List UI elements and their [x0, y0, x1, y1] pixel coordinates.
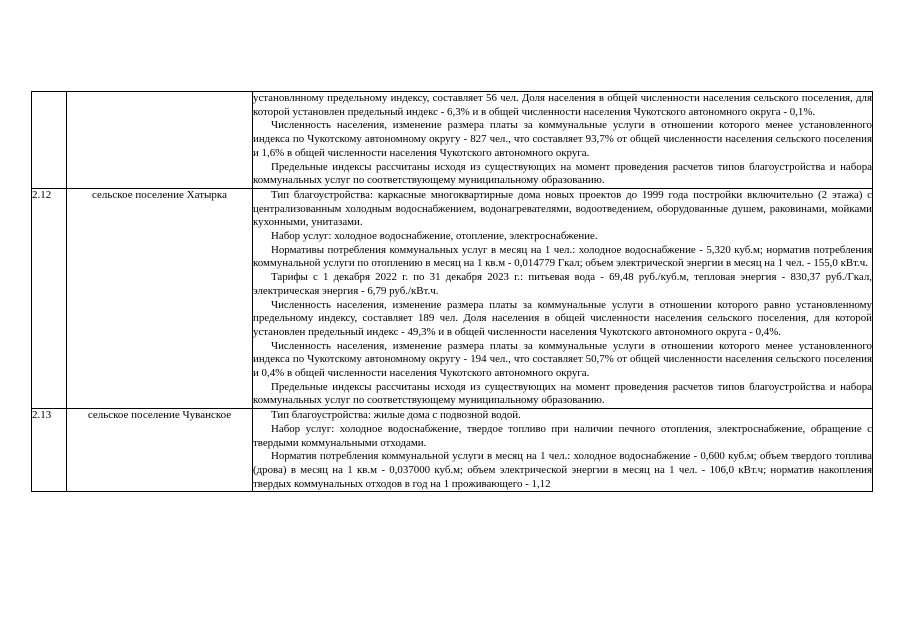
paragraph: Нормативы потребления коммунальных услуг в месяц на 1 чел.: холодное водоснабжение - 5,320 куб.м; норматив потребления коммунальной услуги по отоплению в месяц на 1 кв.м - 0,014779 Гкал; объем электрической энергии в месяц на 1 чел. - 155,0 кВт.ч. — [253, 243, 872, 270]
paragraph: Набор услуг: холодное водоснабжение, твердое топливо при наличии печного отопления, электроснабжение, обращение с твердыми коммунальными отходами. — [253, 422, 872, 449]
row-number — [32, 92, 67, 189]
table-row — [32, 92, 873, 189]
paragraph: Тарифы с 1 декабря 2022 г. по 31 декабря 2023 г.: питьевая вода - 69,48 руб./куб.м, тепловая энергия - 830,37 руб./Гкал, электрическая энергия - 6,79 руб./кВт.ч. — [253, 271, 872, 297]
paragraph: Тип благоустройства: каркасные многоквартирные дома новых проектов до 1999 года постройки включительно (2 этажа) с централизованным холодным водоснабжением, водонагревателями, водоотведением, оборудованные душем, раковинами, мойками кухонными, унитазами. — [253, 188, 872, 229]
document-table — [31, 91, 873, 492]
table-row — [32, 409, 873, 492]
paragraph: установлнному предельному индексу, составляет 56 чел. Доля населения в общей численности населения сельского поселения, для которой установлен предельный индекс - 6,3% и в общей численности населения Чукотского автономного округа - 0,1%. — [253, 92, 872, 118]
paragraph: Численность населения, изменение размера платы за коммунальные услуги в отношении которого менее установленного индекса по Чукотскому автономному округу - 827 чел., что составляет 93,7% от общей численности населения сельского поселения и 1,6% в общей численности населения Чукотского автономного округа. — [253, 119, 872, 159]
row-number: 2.12 — [32, 188, 67, 408]
paragraph: Тип благоустройства: жилые дома с подвозной водой. — [271, 409, 521, 422]
paragraph: Норматив потребления коммунальной услуги в месяц на 1 чел.: холодное водоснабжение - 0,600 куб.м; объем твердого топлива (дрова) в месяц на 1 кв.м - 0,037000 куб.м; объем электрической энергии в месяц на 1 чел. - 106,0 кВт.ч; норматив накопления твердых коммунальных отходов в год на 1 проживающего - 1,12 — [253, 450, 872, 490]
settlement-name: сельское поселение Чуванское — [67, 409, 253, 492]
row-number: 2.13 — [32, 409, 67, 492]
table-row — [32, 188, 873, 408]
paragraph: Численность населения, изменение размера платы за коммунальные услуги в отношении которого равно установленному предельному индексу, составляет 189 чел. Доля населения в общей численности населения сельского поселения, для которой установлен предельный индекс - 49,3% и в общей численности населения Чукотского автономного округа - 0,4%. — [253, 298, 872, 338]
description-cell — [253, 92, 873, 189]
paragraph: Предельные индексы рассчитаны исходя из существующих на момент проведения расчетов типов благоустройства и набора коммунальных услуг по соответствующему муниципальному образованию. — [253, 160, 872, 187]
paragraph: Набор услуг: холодное водоснабжение, отопление, электроснабжение. — [271, 230, 598, 243]
paragraph: Численность населения, изменение размера платы за коммунальные услуги в отношении которого менее установленного индекса по Чукотскому автономному округу - 194 чел., что составляет 50,7% от общей численности населения сельского поселения и 0,4% в общей численности населения Чукотского автономного округа. — [253, 339, 872, 380]
settlement-name: сельское поселение Хатырка — [67, 188, 253, 408]
description-cell — [253, 409, 873, 492]
paragraph: Предельные индексы рассчитаны исходя из существующих на момент проведения расчетов типов благоустройства и набора коммунальных услуг по соответствующему муниципальному образованию. — [253, 380, 872, 407]
settlement-name — [67, 92, 253, 189]
description-cell — [253, 188, 873, 408]
